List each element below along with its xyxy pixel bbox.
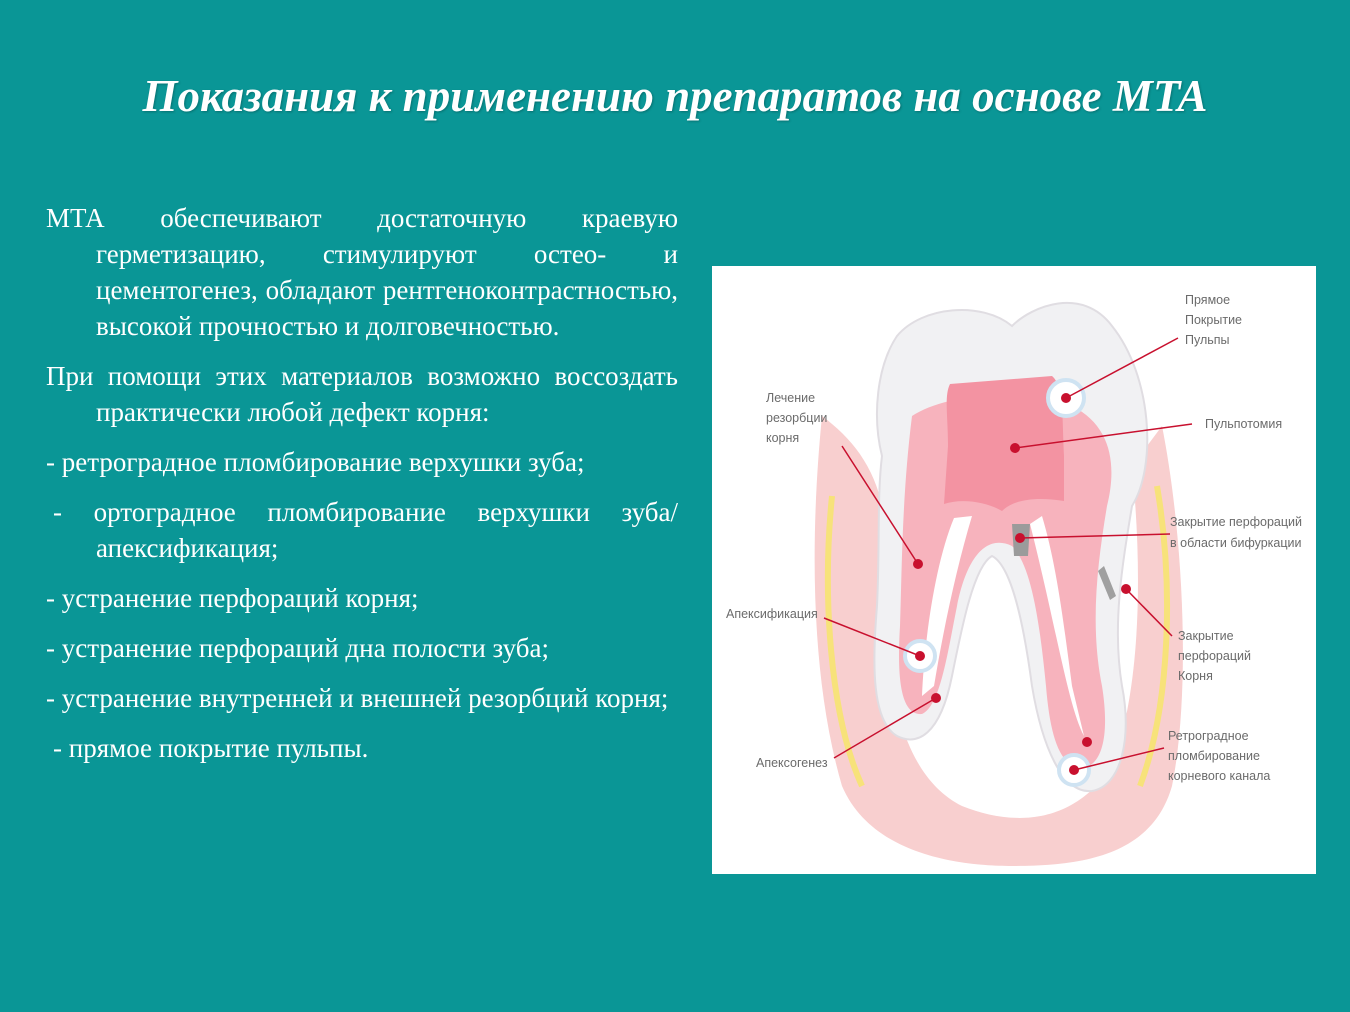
label-retrograde-filling: Ретроградное пломбирование корневого канала bbox=[1168, 729, 1271, 783]
label-pulpotomy: Пульпотомия bbox=[1205, 417, 1283, 431]
bullet-pulp-capping: - прямое покрытие пульпы. bbox=[53, 733, 369, 763]
bullet-orthograde-filling: - ортоградное пломбирование верхушки зуба/ апексификация; bbox=[53, 497, 678, 563]
label-furcation-perforation: Закрытие перфораций в области бифуркации bbox=[1170, 515, 1302, 550]
marker-retrograde-tip bbox=[1082, 737, 1092, 747]
bullet-floor-perforation: - устранение перфораций дна полости зуба; bbox=[46, 633, 550, 663]
label-direct-pulp-capping: Прямое Покрытие Пульпы bbox=[1185, 293, 1243, 347]
label-resorption-treatment: Лечение резорбции корня bbox=[766, 391, 828, 445]
slide-title: Показания к применению препаратов на основе МТА bbox=[142, 71, 1208, 121]
bullet-resorption: - устранение внутренней и внешней резорбций корня; bbox=[46, 683, 669, 713]
label-apexification: Апексификация bbox=[726, 607, 818, 621]
tooth-diagram-svg bbox=[712, 266, 1316, 874]
paragraph-possibilities: При помощи этих материалов возможно воссоздать практически любой дефект корня: bbox=[46, 361, 678, 427]
text-column bbox=[46, 200, 678, 780]
bullet-retrograde-filling: - ретроградное пломбирование верхушки зуба; bbox=[46, 447, 585, 477]
label-root-perforation: Закрытие перфораций Корня bbox=[1178, 629, 1251, 683]
bullet-root-perforation: - устранение перфораций корня; bbox=[46, 583, 419, 613]
paragraph-properties: МТА обеспечивают достаточную краевую герметизацию, стимулируют остео- и цементогенез, обладают рентгеноконтрастностью, высокой прочностью и долговечностью. bbox=[46, 203, 678, 341]
label-apexogenesis: Апексогенез bbox=[756, 756, 828, 770]
tooth-diagram bbox=[712, 266, 1316, 874]
